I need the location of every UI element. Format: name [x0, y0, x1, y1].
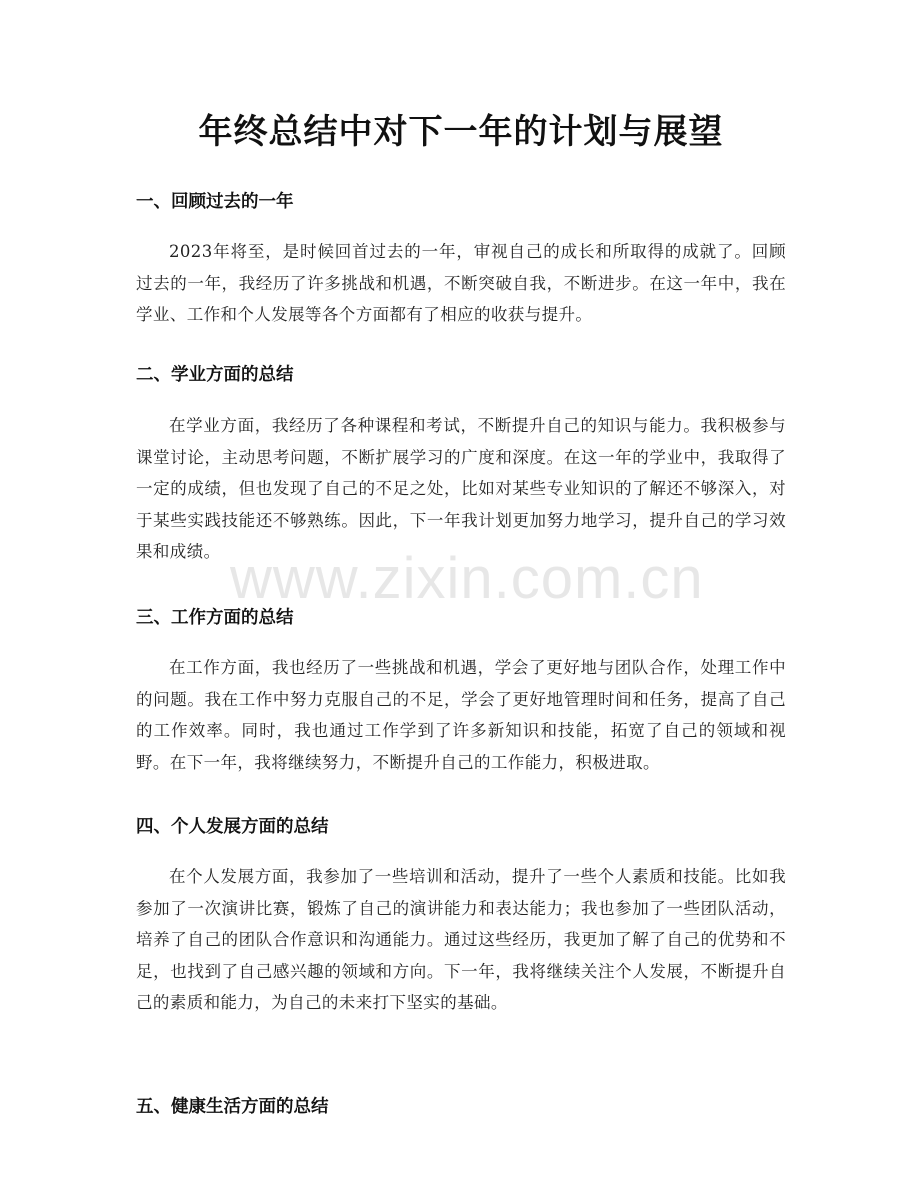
document-title: 年终总结中对下一年的计划与展望 — [198, 112, 724, 152]
section-heading-health: 五、健康生活方面的总结 — [136, 1097, 329, 1117]
section-heading-work: 三、工作方面的总结 — [136, 608, 294, 628]
section-paragraph-review: 2023年将至，是时候回首过去的一年，审视自己的成长和所取得的成就了。回顾过去的一年，我经历了许多挑战和机遇，不断突破自我，不断进步。在这一年中，我在学业、工作和个人发展等各个方面都有了相应的收获与提升。 — [136, 242, 786, 324]
section-paragraph-work: 在工作方面，我也经历了一些挑战和机遇，学会了更好地与团队合作，处理工作中的问题。我在工作中努力克服自己的不足，学会了更好地管理时间和任务，提高了自己的工作效率。同时，我也通过工作学到了许多新知识和技能，拓宽了自己的领域和视野。在下一年，我将继续努力，不断提升自己的工作能力，积极进取。 — [136, 658, 786, 772]
section-heading-review: 一、回顾过去的一年 — [136, 192, 294, 212]
section-heading-study: 二、学业方面的总结 — [136, 365, 294, 385]
watermark: www.zixin.com.cn — [230, 546, 704, 611]
section-heading-personal: 四、个人发展方面的总结 — [136, 817, 329, 837]
section-paragraph-study: 在学业方面，我经历了各种课程和考试，不断提升自己的知识与能力。我积极参与课堂讨论，主动思考问题，不断扩展学习的广度和深度。在这一年的学业中，我取得了一定的成绩，但也发现了自己的不足之处，比如对某些专业知识的了解还不够深入，对于某些实践技能还不够熟练。因此，下一年我计划更加努力地学习，提升自己的学习效果和成绩。 — [136, 416, 786, 561]
section-paragraph-personal: 在个人发展方面，我参加了一些培训和活动，提升了一些个人素质和技能。比如我参加了一次演讲比赛，锻炼了自己的演讲能力和表达能力；我也参加了一些团队活动，培养了自己的团队合作意识和沟通能力。通过这些经历，我更加了解了自己的优势和不足，也找到了自己感兴趣的领域和方向。下一年，我将继续关注个人发展，不断提升自己的素质和能力，为自己的未来打下坚实的基础。 — [136, 867, 786, 1012]
